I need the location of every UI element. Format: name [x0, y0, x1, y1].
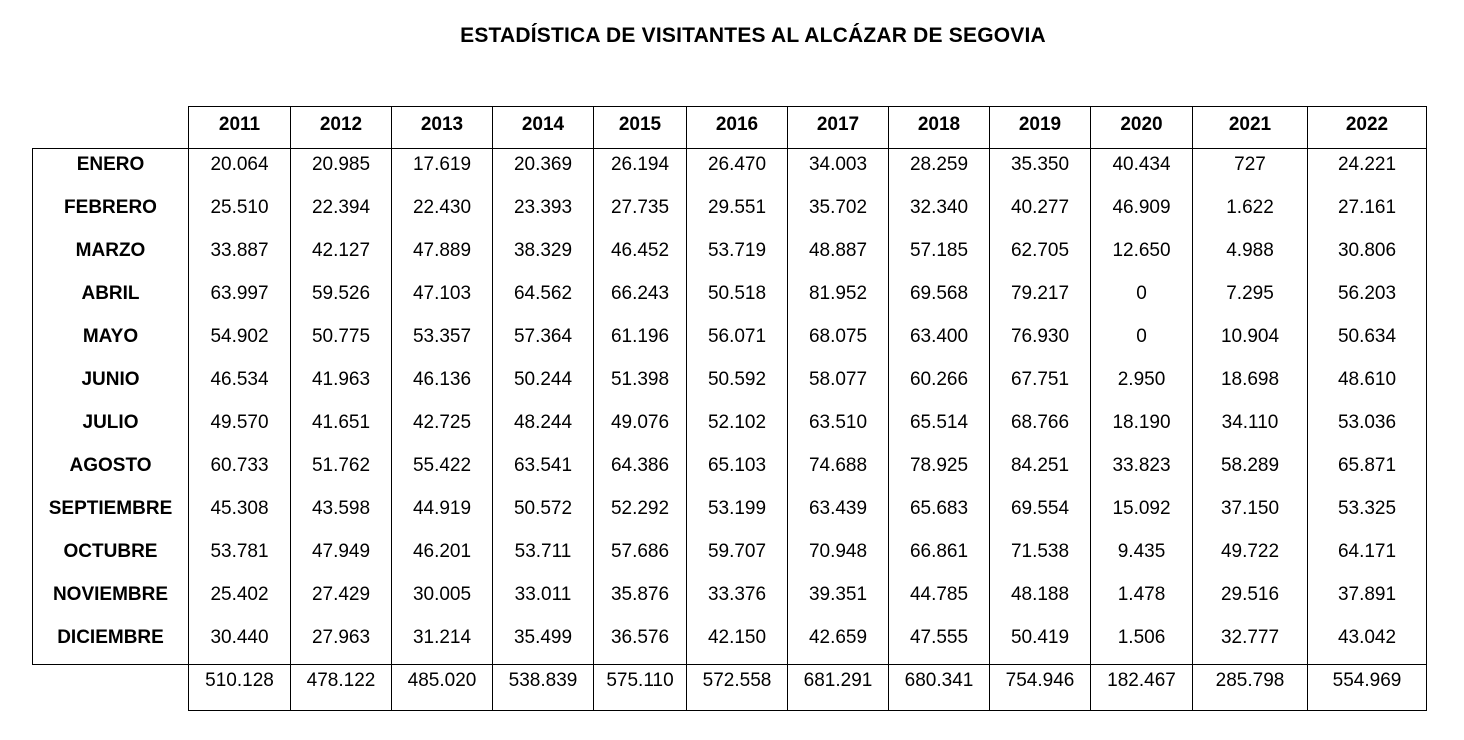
visitor-count-cell: 24.221 [1308, 149, 1427, 192]
visitors-table [32, 106, 1427, 711]
visitor-count-cell: 50.775 [291, 321, 392, 364]
month-label: FEBRERO [33, 192, 189, 235]
table-row [33, 321, 1427, 364]
visitor-count-cell: 43.042 [1308, 622, 1427, 665]
visitor-count-cell: 53.781 [189, 536, 291, 579]
visitor-count-cell: 30.005 [392, 579, 493, 622]
visitor-count-cell: 41.963 [291, 364, 392, 407]
visitor-count-cell: 28.259 [889, 149, 990, 192]
table-row [33, 149, 1427, 192]
visitor-count-cell: 33.823 [1091, 450, 1193, 493]
visitor-count-cell: 45.308 [189, 493, 291, 536]
visitor-count-cell: 46.452 [594, 235, 687, 278]
visitor-count-cell: 63.439 [788, 493, 889, 536]
total-cell-2011: 510.128 [189, 665, 291, 711]
visitor-count-cell: 20.369 [493, 149, 594, 192]
table-row [33, 493, 1427, 536]
visitor-count-cell: 66.861 [889, 536, 990, 579]
year-header-2014: 2014 [493, 107, 594, 149]
visitor-count-cell: 65.871 [1308, 450, 1427, 493]
visitor-count-cell: 17.619 [392, 149, 493, 192]
visitor-count-cell: 58.077 [788, 364, 889, 407]
visitor-count-cell: 29.551 [687, 192, 788, 235]
visitor-count-cell: 48.244 [493, 407, 594, 450]
visitor-count-cell: 20.064 [189, 149, 291, 192]
visitor-count-cell: 46.201 [392, 536, 493, 579]
month-label: DICIEMBRE [33, 622, 189, 665]
visitor-count-cell: 727 [1193, 149, 1308, 192]
visitor-count-cell: 63.510 [788, 407, 889, 450]
visitor-count-cell: 31.214 [392, 622, 493, 665]
visitor-count-cell: 57.185 [889, 235, 990, 278]
visitor-count-cell: 48.887 [788, 235, 889, 278]
table-row [33, 235, 1427, 278]
visitor-count-cell: 29.516 [1193, 579, 1308, 622]
visitor-count-cell: 32.777 [1193, 622, 1308, 665]
visitor-count-cell: 44.785 [889, 579, 990, 622]
visitor-count-cell: 7.295 [1193, 278, 1308, 321]
visitor-count-cell: 51.398 [594, 364, 687, 407]
visitor-count-cell: 66.243 [594, 278, 687, 321]
visitor-count-cell: 26.194 [594, 149, 687, 192]
visitor-count-cell: 18.190 [1091, 407, 1193, 450]
visitor-count-cell: 1.622 [1193, 192, 1308, 235]
visitor-count-cell: 52.102 [687, 407, 788, 450]
visitor-count-cell: 62.705 [990, 235, 1091, 278]
visitor-count-cell: 26.470 [687, 149, 788, 192]
visitor-count-cell: 50.572 [493, 493, 594, 536]
visitor-count-cell: 53.036 [1308, 407, 1427, 450]
visitor-count-cell: 57.686 [594, 536, 687, 579]
visitor-count-cell: 47.555 [889, 622, 990, 665]
visitor-count-cell: 42.150 [687, 622, 788, 665]
visitor-count-cell: 65.514 [889, 407, 990, 450]
visitor-count-cell: 23.393 [493, 192, 594, 235]
visitor-count-cell: 38.329 [493, 235, 594, 278]
month-label: ENERO [33, 149, 189, 192]
visitor-count-cell: 55.422 [392, 450, 493, 493]
table-row [33, 278, 1427, 321]
visitor-count-cell: 69.568 [889, 278, 990, 321]
visitor-count-cell: 68.075 [788, 321, 889, 364]
month-label: MAYO [33, 321, 189, 364]
total-cell-2012: 478.122 [291, 665, 392, 711]
visitor-count-cell: 40.277 [990, 192, 1091, 235]
visitor-count-cell: 42.127 [291, 235, 392, 278]
visitor-count-cell: 36.576 [594, 622, 687, 665]
visitor-count-cell: 53.199 [687, 493, 788, 536]
visitor-count-cell: 39.351 [788, 579, 889, 622]
visitor-count-cell: 27.161 [1308, 192, 1427, 235]
year-header-2022: 2022 [1308, 107, 1427, 149]
visitor-count-cell: 53.719 [687, 235, 788, 278]
totals-label-cell [33, 665, 189, 711]
month-label: AGOSTO [33, 450, 189, 493]
year-header-2020: 2020 [1091, 107, 1193, 149]
visitor-count-cell: 10.904 [1193, 321, 1308, 364]
table-row [33, 450, 1427, 493]
visitor-count-cell: 52.292 [594, 493, 687, 536]
visitor-count-cell: 50.634 [1308, 321, 1427, 364]
table-row [33, 192, 1427, 235]
year-header-2012: 2012 [291, 107, 392, 149]
month-label: SEPTIEMBRE [33, 493, 189, 536]
visitor-count-cell: 27.735 [594, 192, 687, 235]
visitor-count-cell: 51.762 [291, 450, 392, 493]
visitor-count-cell: 42.725 [392, 407, 493, 450]
visitor-count-cell: 32.340 [889, 192, 990, 235]
visitor-count-cell: 35.499 [493, 622, 594, 665]
visitor-count-cell: 46.534 [189, 364, 291, 407]
total-cell-2021: 285.798 [1193, 665, 1308, 711]
visitor-count-cell: 1.506 [1091, 622, 1193, 665]
total-cell-2017: 681.291 [788, 665, 889, 711]
visitor-count-cell: 35.350 [990, 149, 1091, 192]
visitor-count-cell: 59.526 [291, 278, 392, 321]
visitor-count-cell: 59.707 [687, 536, 788, 579]
visitor-count-cell: 33.887 [189, 235, 291, 278]
visitor-count-cell: 58.289 [1193, 450, 1308, 493]
month-label: JULIO [33, 407, 189, 450]
visitor-count-cell: 78.925 [889, 450, 990, 493]
visitor-count-cell: 76.930 [990, 321, 1091, 364]
visitor-count-cell: 37.150 [1193, 493, 1308, 536]
header-row [33, 107, 1427, 149]
table-row [33, 622, 1427, 665]
visitor-count-cell: 27.963 [291, 622, 392, 665]
table-body [33, 149, 1427, 665]
visitor-count-cell: 2.950 [1091, 364, 1193, 407]
total-cell-2019: 754.946 [990, 665, 1091, 711]
visitor-count-cell: 65.103 [687, 450, 788, 493]
visitor-count-cell: 43.598 [291, 493, 392, 536]
year-header-2019: 2019 [990, 107, 1091, 149]
visitor-count-cell: 60.266 [889, 364, 990, 407]
visitor-count-cell: 47.949 [291, 536, 392, 579]
visitor-count-cell: 61.196 [594, 321, 687, 364]
visitor-count-cell: 64.386 [594, 450, 687, 493]
total-cell-2020: 182.467 [1091, 665, 1193, 711]
year-header-2011: 2011 [189, 107, 291, 149]
year-header-2017: 2017 [788, 107, 889, 149]
visitor-count-cell: 49.722 [1193, 536, 1308, 579]
visitor-count-cell: 33.376 [687, 579, 788, 622]
year-header-2016: 2016 [687, 107, 788, 149]
visitor-count-cell: 4.988 [1193, 235, 1308, 278]
total-cell-2016: 572.558 [687, 665, 788, 711]
total-cell-2014: 538.839 [493, 665, 594, 711]
visitor-count-cell: 64.562 [493, 278, 594, 321]
visitor-count-cell: 68.766 [990, 407, 1091, 450]
visitor-count-cell: 84.251 [990, 450, 1091, 493]
visitor-count-cell: 30.440 [189, 622, 291, 665]
visitor-count-cell: 50.518 [687, 278, 788, 321]
visitor-count-cell: 49.570 [189, 407, 291, 450]
table-row [33, 364, 1427, 407]
visitor-count-cell: 37.891 [1308, 579, 1427, 622]
total-cell-2022: 554.969 [1308, 665, 1427, 711]
visitor-count-cell: 63.400 [889, 321, 990, 364]
total-cell-2015: 575.110 [594, 665, 687, 711]
visitor-count-cell: 22.394 [291, 192, 392, 235]
visitor-count-cell: 53.711 [493, 536, 594, 579]
visitor-count-cell: 15.092 [1091, 493, 1193, 536]
visitor-count-cell: 30.806 [1308, 235, 1427, 278]
visitor-count-cell: 50.592 [687, 364, 788, 407]
month-label: MARZO [33, 235, 189, 278]
totals-row [33, 665, 1427, 711]
visitor-count-cell: 1.478 [1091, 579, 1193, 622]
table-row [33, 536, 1427, 579]
visitor-count-cell: 48.610 [1308, 364, 1427, 407]
visitor-count-cell: 35.876 [594, 579, 687, 622]
year-header-2013: 2013 [392, 107, 493, 149]
month-label: JUNIO [33, 364, 189, 407]
month-label: OCTUBRE [33, 536, 189, 579]
visitor-count-cell: 64.171 [1308, 536, 1427, 579]
visitor-count-cell: 71.538 [990, 536, 1091, 579]
visitor-count-cell: 46.909 [1091, 192, 1193, 235]
visitor-count-cell: 27.429 [291, 579, 392, 622]
visitor-count-cell: 57.364 [493, 321, 594, 364]
visitor-count-cell: 53.325 [1308, 493, 1427, 536]
visitor-count-cell: 25.510 [189, 192, 291, 235]
month-label: NOVIEMBRE [33, 579, 189, 622]
visitor-count-cell: 9.435 [1091, 536, 1193, 579]
visitor-count-cell: 35.702 [788, 192, 889, 235]
visitor-count-cell: 81.952 [788, 278, 889, 321]
visitor-count-cell: 34.003 [788, 149, 889, 192]
visitor-count-cell: 49.076 [594, 407, 687, 450]
visitor-count-cell: 12.650 [1091, 235, 1193, 278]
table-row [33, 407, 1427, 450]
year-header-2018: 2018 [889, 107, 990, 149]
total-cell-2013: 485.020 [392, 665, 493, 711]
year-header-2015: 2015 [594, 107, 687, 149]
visitor-count-cell: 65.683 [889, 493, 990, 536]
header-corner [33, 107, 189, 149]
visitor-count-cell: 18.698 [1193, 364, 1308, 407]
visitor-count-cell: 56.203 [1308, 278, 1427, 321]
table-row [33, 579, 1427, 622]
visitor-count-cell: 0 [1091, 278, 1193, 321]
visitor-count-cell: 50.244 [493, 364, 594, 407]
visitor-count-cell: 74.688 [788, 450, 889, 493]
visitor-count-cell: 56.071 [687, 321, 788, 364]
visitor-count-cell: 33.011 [493, 579, 594, 622]
visitor-count-cell: 20.985 [291, 149, 392, 192]
visitor-count-cell: 46.136 [392, 364, 493, 407]
page-title: ESTADÍSTICA DE VISITANTES AL ALCÁZAR DE SEGOVIA [460, 24, 1046, 47]
visitor-count-cell: 0 [1091, 321, 1193, 364]
visitor-count-cell: 40.434 [1091, 149, 1193, 192]
visitor-count-cell: 48.188 [990, 579, 1091, 622]
visitor-count-cell: 67.751 [990, 364, 1091, 407]
total-cell-2018: 680.341 [889, 665, 990, 711]
visitor-count-cell: 53.357 [392, 321, 493, 364]
visitor-count-cell: 41.651 [291, 407, 392, 450]
visitor-count-cell: 34.110 [1193, 407, 1308, 450]
year-header-2021: 2021 [1193, 107, 1308, 149]
visitor-count-cell: 25.402 [189, 579, 291, 622]
visitor-count-cell: 47.103 [392, 278, 493, 321]
visitor-count-cell: 50.419 [990, 622, 1091, 665]
month-label: ABRIL [33, 278, 189, 321]
visitor-count-cell: 69.554 [990, 493, 1091, 536]
visitor-count-cell: 42.659 [788, 622, 889, 665]
visitor-count-cell: 22.430 [392, 192, 493, 235]
visitor-count-cell: 63.997 [189, 278, 291, 321]
visitor-count-cell: 60.733 [189, 450, 291, 493]
visitor-count-cell: 54.902 [189, 321, 291, 364]
visitor-count-cell: 44.919 [392, 493, 493, 536]
visitor-count-cell: 47.889 [392, 235, 493, 278]
visitor-count-cell: 79.217 [990, 278, 1091, 321]
visitor-count-cell: 70.948 [788, 536, 889, 579]
visitor-count-cell: 63.541 [493, 450, 594, 493]
